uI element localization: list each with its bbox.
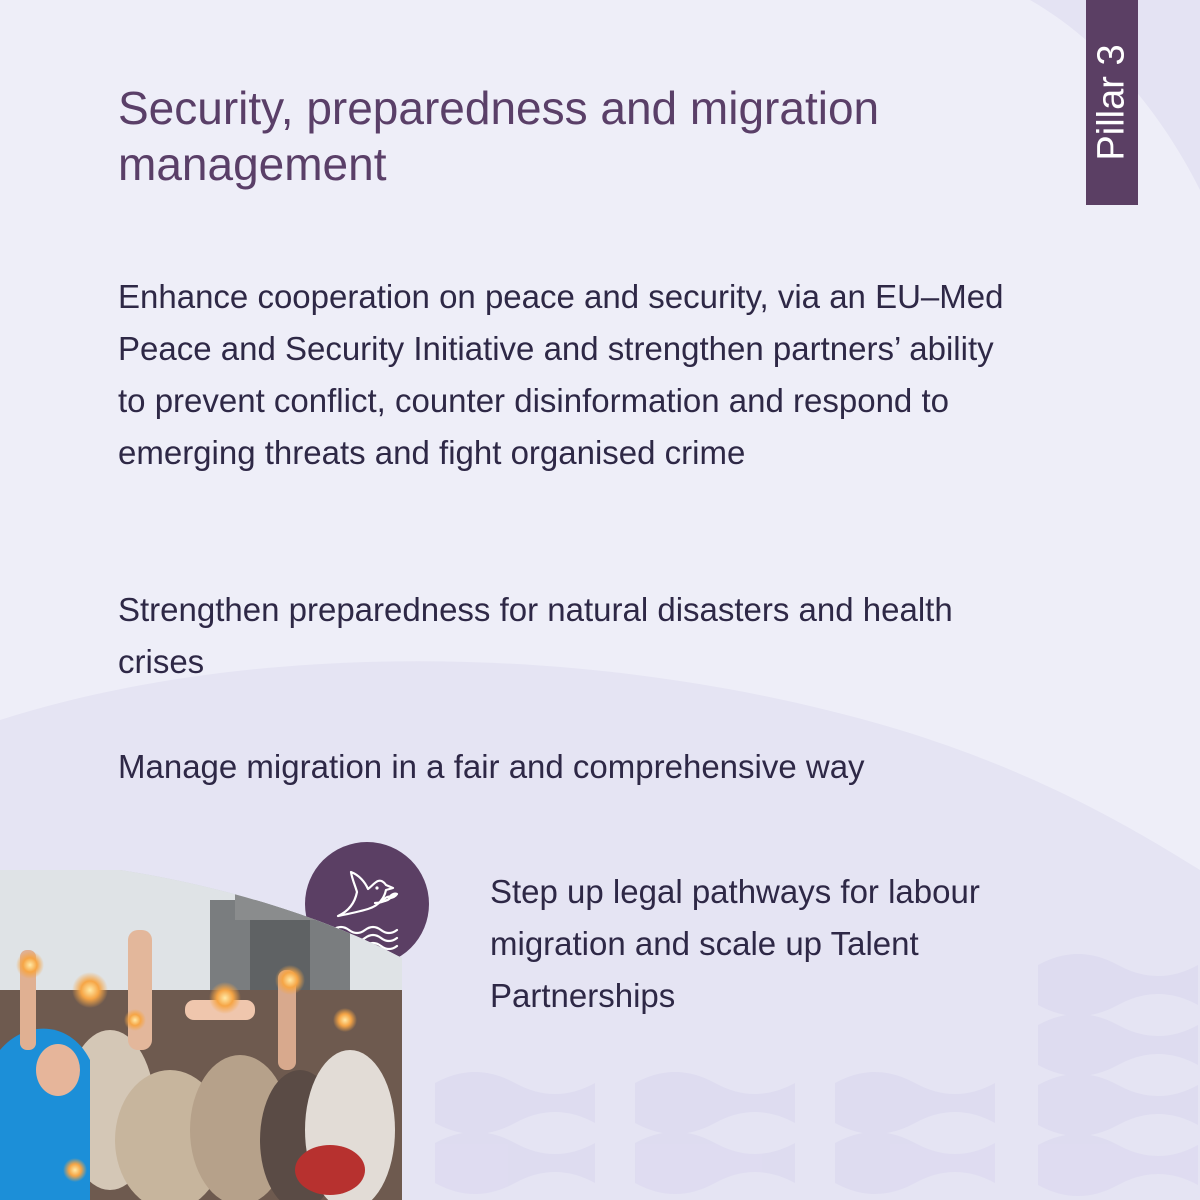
page-title: Security, preparedness and migration management	[118, 82, 880, 190]
paragraph-preparedness: Strengthen preparedness for natural disasters and health crises	[118, 591, 953, 680]
paragraph-legal-pathways: Step up legal pathways for labour migration and scale up Talent Partnerships	[490, 873, 980, 1014]
crowd-photo	[0, 870, 402, 1200]
paragraph-migration: Manage migration in a fair and comprehensive way	[118, 748, 865, 785]
pillar-tab	[1086, 0, 1138, 205]
pillar-tab-label: Pillar 3	[1090, 44, 1133, 161]
paragraph-peace-security: Enhance cooperation on peace and security, via an EU–Med Peace and Security Initiative and strengthen partners’ ability to prevent conflict, counter disinformation and respond to emerging threats and fight organised crime	[118, 278, 1004, 471]
